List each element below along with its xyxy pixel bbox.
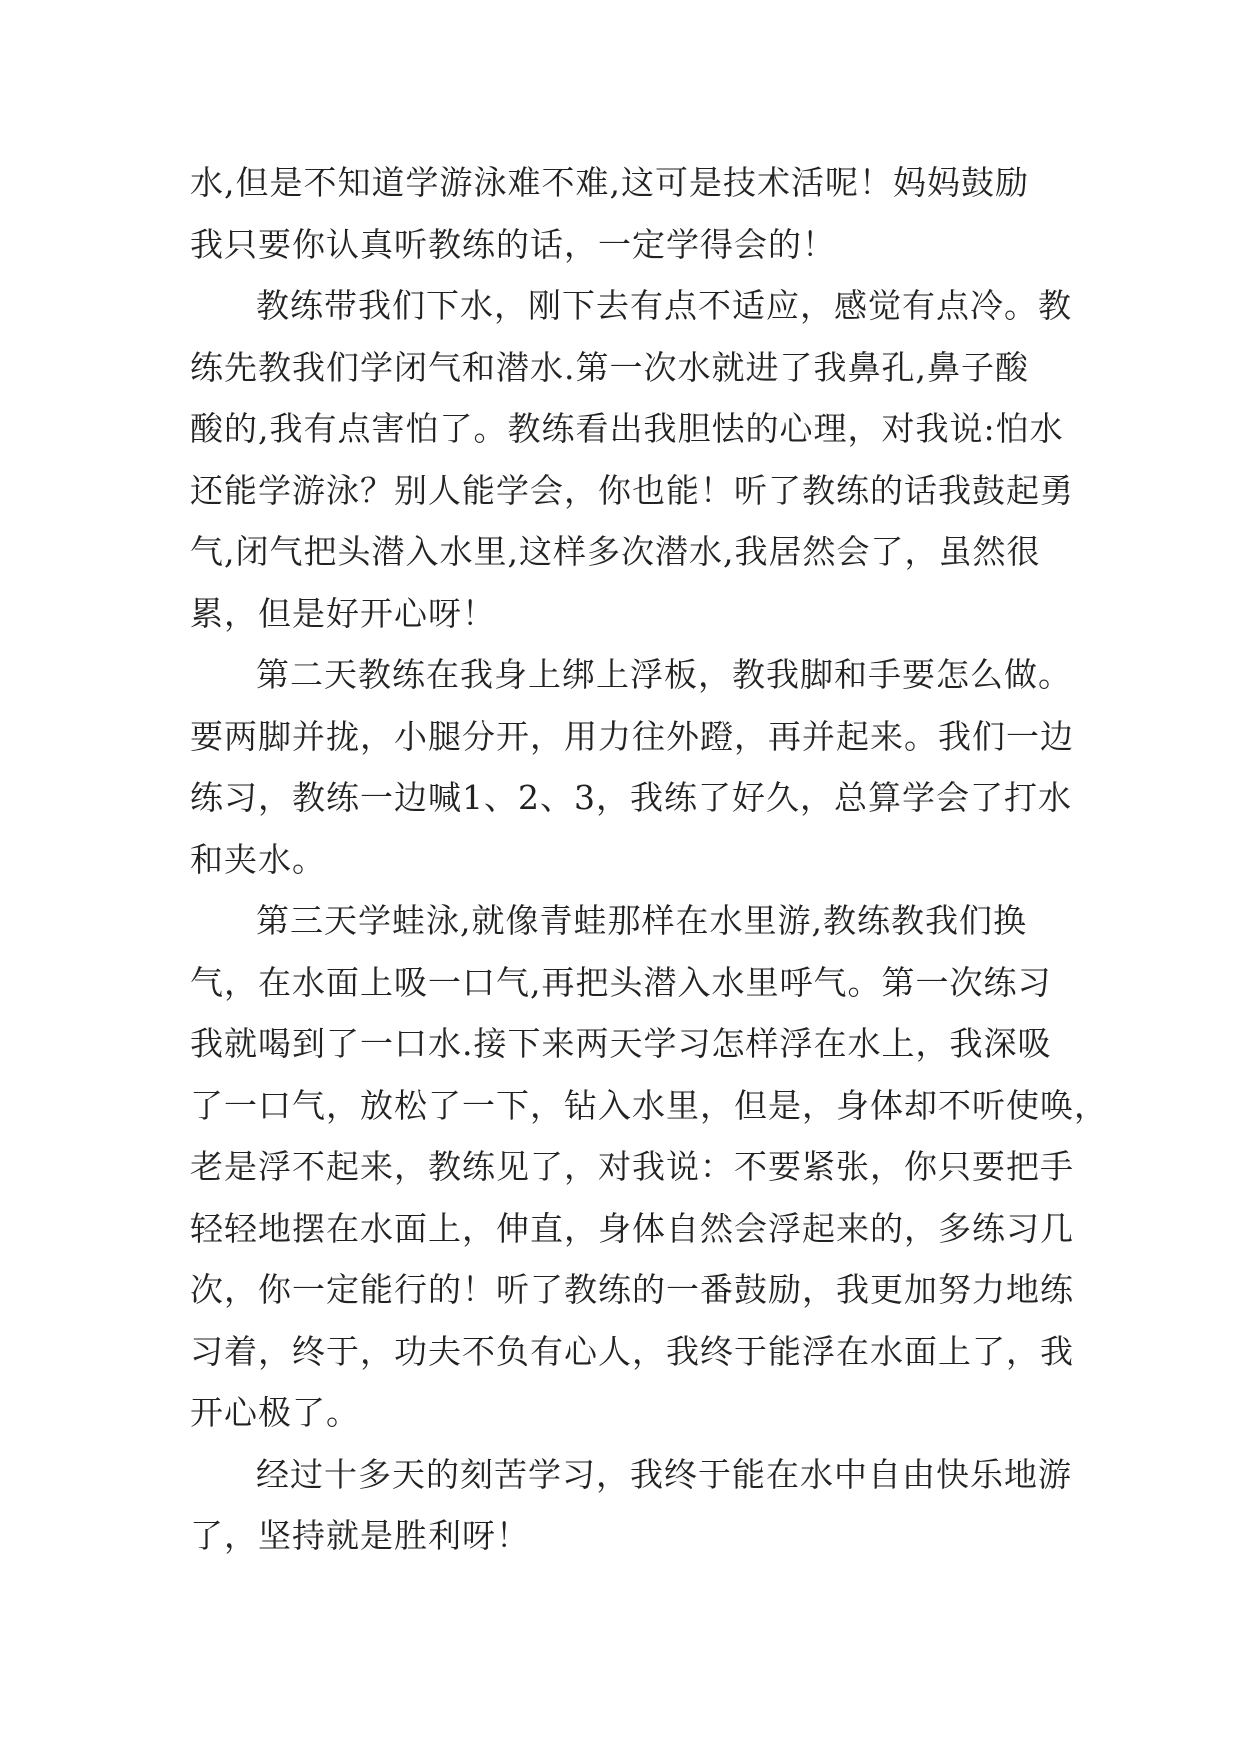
text-line: 轻轻地摆在水面上，伸直，身体自然会浮起来的，多练习几: [190, 1208, 1074, 1248]
paragraph-start-line: 经过十多天的刻苦学习，我终于能在水中自由快乐地游: [256, 1454, 1072, 1494]
text-line: 酸的,我有点害怕了。教练看出我胆怯的心理，对我说:怕水: [190, 409, 1064, 448]
text-line: 我就喝到了一口水.接下来两天学习怎样浮在水上，我深吸: [190, 1024, 1052, 1063]
text-line: 气，在水面上吸一口气,再把头潜入水里呼气。第一次练习: [190, 962, 1052, 1002]
paragraph-start-line: 第三天学蛙泳,就像青蛙那样在水里游,教练教我们换: [256, 901, 1027, 940]
text-line: 水,但是不知道学游泳难不难,这可是技术活呢！妈妈鼓励: [190, 163, 1029, 202]
text-line: 开心极了。: [190, 1393, 360, 1432]
text-line: 气,闭气把头潜入水里,这样多次潜水,我居然会了，虽然很: [190, 532, 1041, 571]
text-line: 练先教我们学闭气和潜水.第一次水就进了我鼻孔,鼻子酸: [190, 347, 1029, 387]
text-line: 老是浮不起来，教练见了，对我说：不要紧张，你只要把手: [190, 1147, 1074, 1186]
paragraph-start-line: 教练带我们下水，刚下去有点不适应，感觉有点冷。教: [256, 286, 1072, 325]
text-line: 习着，终于，功夫不负有心人，我终于能浮在水面上了，我: [190, 1331, 1074, 1371]
text-line: 要两脚并拢，小腿分开，用力往外蹬，再并起来。我们一边: [190, 716, 1074, 756]
text-line: 我只要你认真听教练的话，一定学得会的！: [190, 224, 836, 264]
document-body: [190, 152, 1108, 1567]
text-line: 了，坚持就是胜利呀！: [190, 1516, 530, 1555]
text-line: 累，但是好开心呀！: [190, 593, 496, 633]
text-line: 次，你一定能行的！听了教练的一番鼓励，我更加努力地练: [190, 1270, 1074, 1309]
text-line: 了一口气，放松了一下，钻入水里，但是，身体却不听使唤，: [190, 1085, 1108, 1125]
text-line: 和夹水。: [190, 839, 326, 879]
text-line: 还能学游泳？别人能学会，你也能！听了教练的话我鼓起勇: [190, 470, 1074, 510]
paragraph-start-line: 第二天教练在我身上绑上浮板，教我脚和手要怎么做。: [256, 655, 1072, 694]
text-line: 练习，教练一边喊1、2、3，我练了好久，总算学会了打水: [190, 778, 1072, 817]
